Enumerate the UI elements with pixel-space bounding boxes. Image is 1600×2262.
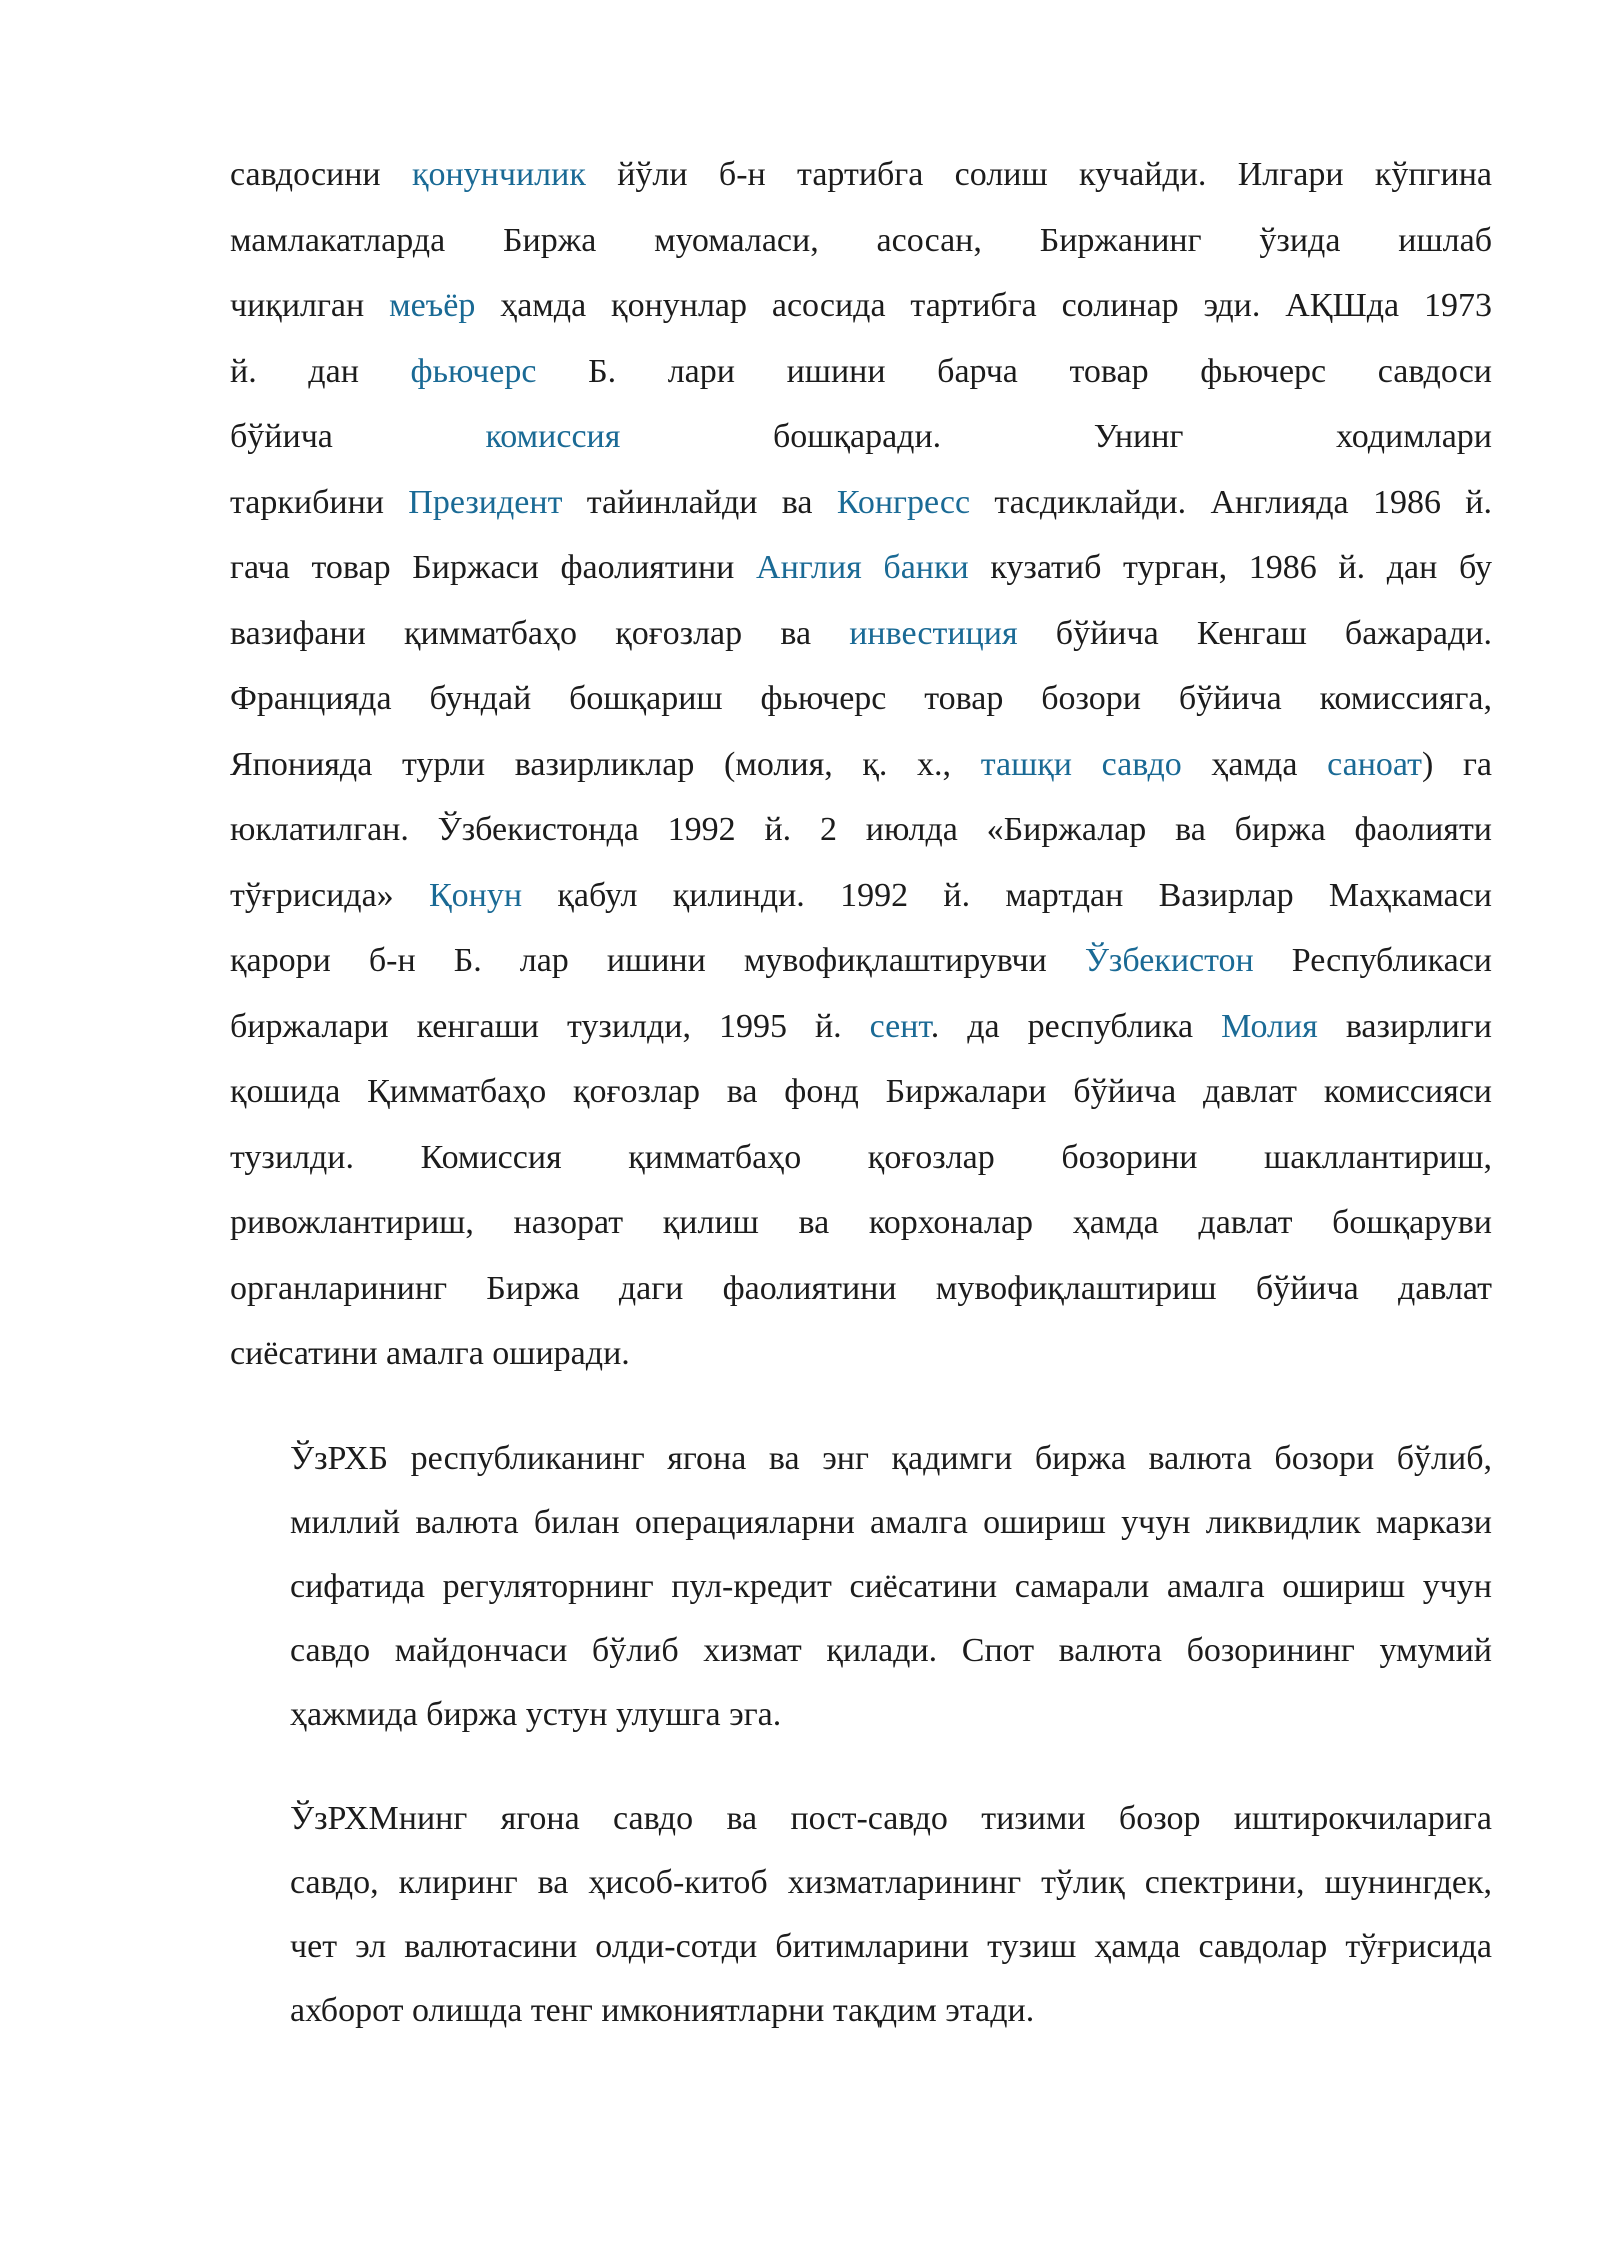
text-line (230, 470, 1492, 536)
text-run: мамлакатларда Биржа муомаласи, асосан, Биржанинг ўзида ишлаб (230, 221, 1492, 259)
text-run: Японияда турли вазирликлар (молия, қ. х., (230, 745, 981, 783)
text-run: кузатиб турган, 1986 й. дан бу (968, 549, 1492, 586)
text-run: юклатилган. Ўзбекистонда 1992 й. 2 июлда «Биржалар ва биржа фаолияти (230, 811, 1492, 848)
text-run: ҳамда қонунлар асосида тартибга солинар эди. АҚШда 1973 (475, 287, 1492, 324)
text-run: бўйича (230, 418, 486, 455)
text-line (230, 273, 1492, 339)
term-link[interactable]: меъёр (389, 287, 476, 324)
text-run: . да республика (930, 1007, 1222, 1045)
text-line (230, 928, 1492, 994)
text-line: ҳажмида биржа устун улушга эга. (290, 1695, 782, 1733)
text-line (230, 339, 1492, 405)
text-run: биржалари кенгаши тузилди, 1995 й. (230, 1007, 870, 1045)
text-run: ) га (1421, 745, 1492, 783)
term-link[interactable]: Конгресс (836, 483, 971, 521)
text-line (230, 404, 1492, 470)
term-link[interactable]: сент (869, 1007, 931, 1045)
text-run: сиёсатини амалга оширади. (230, 1335, 630, 1372)
text-run: йўли б-н тартибга солиш кучайди. Илгари кўпгина (585, 156, 1492, 193)
text-line (230, 732, 1492, 798)
term-link[interactable]: қонунчилик (411, 156, 586, 193)
text-run: таркибини (230, 483, 409, 521)
text-line (230, 994, 1492, 1060)
text-line (230, 1321, 1492, 1387)
text-line (230, 1059, 1492, 1125)
text-line (230, 1125, 1492, 1191)
text-line: сифатида регуляторнинг пул-кредит сиёсатини самарали амалга ошириш учун (290, 1567, 1492, 1605)
term-link[interactable]: Ўзбекистон (1084, 942, 1254, 979)
paragraph-3 (230, 1787, 1492, 2043)
text-run: қарори б-н Б. лар ишини мувофиқлаштирувчи (230, 942, 1085, 979)
term-link[interactable]: фьючерс (410, 352, 537, 390)
text-run: органларининг Биржа даги фаолиятини мувофиқлаштириш бўйича давлат (230, 1269, 1492, 1307)
term-link[interactable]: Қонун (428, 876, 523, 914)
term-link[interactable]: Англия банки (756, 549, 969, 586)
text-run: савдосини (230, 156, 412, 193)
term-link[interactable]: комиссия (485, 418, 621, 455)
text-run: тайинлайди ва (562, 483, 837, 521)
text-run: тасдиклайди. Англияда 1986 й. (970, 483, 1492, 521)
term-link[interactable]: ташқи савдо (980, 745, 1182, 783)
text-line: ахборот олишда тенг имкониятларни тақдим этади. (290, 1991, 1035, 2029)
text-line: миллий валюта билан операцияларни амалга ошириш учун ликвидлик маркази (290, 1503, 1492, 1541)
paragraph-2 (230, 1427, 1492, 1747)
text-line (230, 666, 1492, 732)
text-line: савдо майдончаси бўлиб хизмат қилади. Спот валюта бозорининг умумий (290, 1631, 1492, 1669)
document-page (230, 142, 1492, 2043)
text-run: й. дан (230, 352, 411, 390)
text-run: Б. лари ишини барча товар фьючерс савдоси (536, 352, 1492, 390)
text-line (230, 1190, 1492, 1256)
text-line (230, 1256, 1492, 1322)
paragraph-1 (230, 142, 1492, 1387)
text-run: қабул қилинди. 1992 й. мартдан Вазирлар Маҳкамаси (522, 876, 1492, 914)
term-link[interactable]: инвестиция (849, 614, 1018, 652)
text-run: вазифани қимматбаҳо қоғозлар ва (230, 614, 850, 652)
text-run: тўғрисида» (230, 876, 429, 914)
text-line (230, 142, 1492, 208)
text-line (230, 601, 1492, 667)
text-line: ЎзРХБ республиканинг ягона ва энг қадимги биржа валюта бозори бўлиб, (290, 1439, 1492, 1477)
text-line: ЎзРХМнинг ягона савдо ва пост-савдо тизими бозор иштирокчиларига (290, 1799, 1492, 1837)
text-run: Францияда бундай бошқариш фьючерс товар бозори бўйича комиссияга, (230, 680, 1492, 717)
term-link[interactable]: Молия (1221, 1007, 1318, 1045)
text-line: чет эл валютасини олди-сотди битимларини тузиш ҳамда савдолар тўғрисида (290, 1927, 1492, 1965)
text-line: савдо, клиринг ва ҳисоб-китоб хизматларининг тўлиқ спектрини, шунингдек, (290, 1863, 1492, 1901)
text-run: қошида Қимматбаҳо қоғозлар ва фонд Биржалари бўйича давлат комиссияси (230, 1073, 1492, 1110)
text-line (230, 863, 1492, 929)
text-run: бўйича Кенгаш бажаради. (1017, 614, 1492, 652)
term-link[interactable]: Президент (408, 483, 563, 521)
text-run: вазирлиги (1317, 1007, 1492, 1045)
text-line (230, 208, 1492, 274)
text-line (230, 535, 1492, 601)
text-run: Республикаси (1253, 942, 1492, 979)
text-run: чиқилган (230, 287, 390, 324)
term-link[interactable]: саноат (1327, 745, 1422, 783)
text-run: тузилди. Комиссия қимматбаҳо қоғозлар бозорини шакллантириш, (230, 1138, 1492, 1176)
text-run: бошқаради. Унинг ходимлари (620, 418, 1492, 455)
text-line (230, 797, 1492, 863)
text-run: гача товар Биржаси фаолиятини (230, 549, 757, 586)
text-run: ҳамда (1181, 745, 1328, 783)
text-run: ривожлантириш, назорат қилиш ва корхоналар ҳамда давлат бошқаруви (230, 1204, 1492, 1241)
